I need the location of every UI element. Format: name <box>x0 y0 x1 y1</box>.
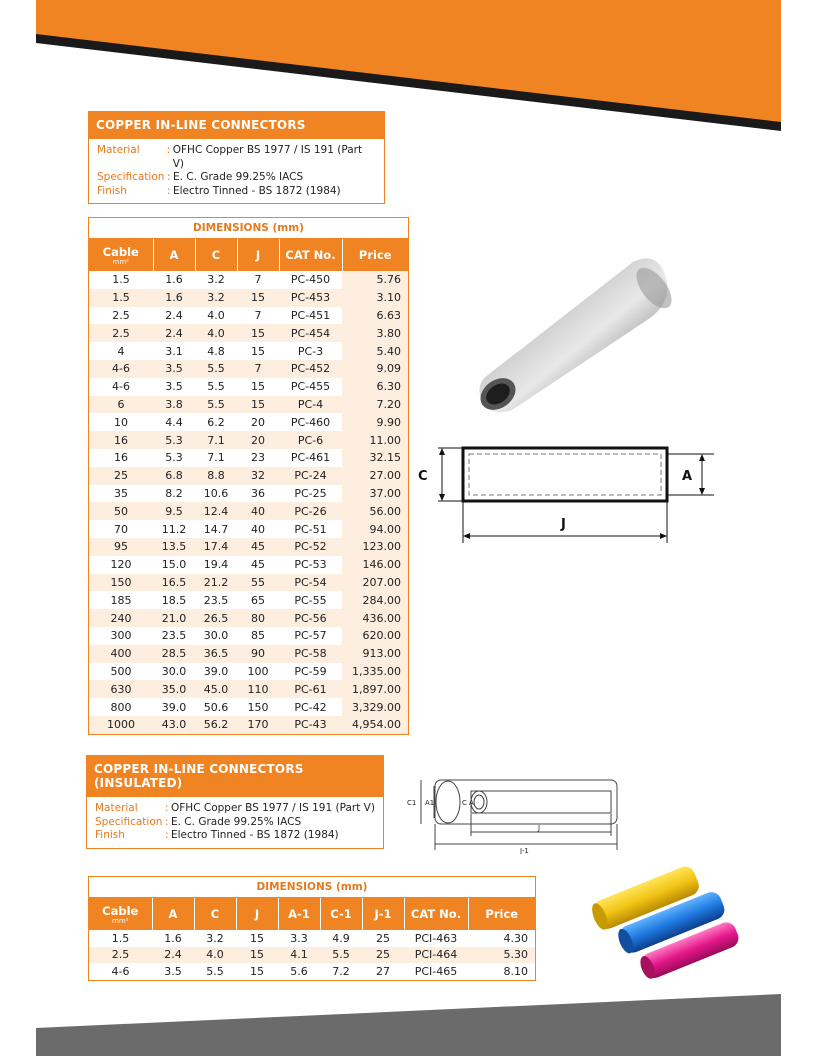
table-cell: 15 <box>251 344 265 358</box>
table-caption: DIMENSIONS (mm) <box>89 218 408 239</box>
table-cell: 45 <box>237 538 279 556</box>
table-cell: 9.09 <box>342 360 408 378</box>
table-cell: 3.2 <box>206 931 224 945</box>
table-cell: 4.9 <box>332 931 350 945</box>
spec-label: Finish <box>95 829 125 841</box>
table-cell: 6.8 <box>153 467 195 485</box>
col-c: C <box>194 898 236 930</box>
table-cell: 56.00 <box>342 502 408 520</box>
spec-value: OFHC Copper BS 1977 / IS 191 (Part V) <box>171 802 375 814</box>
table-cell: 1.6 <box>164 931 182 945</box>
section2-title <box>86 755 384 797</box>
table-cell: 500 <box>110 664 132 678</box>
table-cell: 18.5 <box>161 593 187 607</box>
label-a1: A1 <box>425 799 435 807</box>
spec-label: Specification <box>95 815 163 828</box>
table-row <box>89 485 408 503</box>
table-cell: PC-42 <box>294 700 327 714</box>
table-cell: PC-51 <box>294 522 327 536</box>
copper-tube-photo <box>470 250 675 420</box>
table-cell: 8.8 <box>195 467 237 485</box>
table-cell: 3.80 <box>342 324 408 342</box>
table-cell: 1,335.00 <box>342 663 408 681</box>
table-cell: 20 <box>251 415 265 429</box>
table-cell: 5.3 <box>153 431 195 449</box>
table-cell: PC-57 <box>294 629 327 643</box>
label-c: C <box>418 469 428 484</box>
table-cell: 5.5 <box>207 380 225 394</box>
table-row <box>89 574 408 592</box>
table-cell: 6 <box>89 396 153 414</box>
table-cell: 39.0 <box>161 700 187 714</box>
col-cat-no: CAT No. <box>404 898 468 930</box>
table-cell: 25 <box>376 931 390 945</box>
table-cell: 3.2 <box>195 289 237 307</box>
table-cell: 80 <box>237 609 279 627</box>
table-cell: 2.5 <box>89 947 152 964</box>
table-cell: 32 <box>237 467 279 485</box>
section1-dimensions-table <box>88 217 409 735</box>
table-cell: 16 <box>89 431 153 449</box>
table-cell: 100 <box>247 664 269 678</box>
table-cell: 4.0 <box>207 308 225 322</box>
section2-spec-list <box>86 797 384 849</box>
table-cell: 1.6 <box>165 273 183 287</box>
table-cell: 45 <box>251 558 265 572</box>
table-cell: 146.00 <box>342 556 408 574</box>
table-cell: PC-6 <box>279 431 342 449</box>
table-cell: 1.5 <box>111 931 130 945</box>
table-cell: 5.5 <box>206 964 224 978</box>
label-j: J <box>561 517 566 532</box>
table-cell: 3.8 <box>153 396 195 414</box>
table-cell: 110 <box>237 680 279 698</box>
table-row <box>89 538 408 556</box>
table-row <box>89 502 408 520</box>
table-cell: 150 <box>89 574 153 592</box>
table-cell: 94.00 <box>342 520 408 538</box>
table-cell: 70 <box>114 522 128 536</box>
table-cell: 11.2 <box>161 522 187 536</box>
table-cell: PC-56 <box>279 609 342 627</box>
table-cell: 56.2 <box>195 716 237 734</box>
table-cell: 20 <box>237 431 279 449</box>
label-j: J <box>538 824 541 832</box>
spec-row-finish: Finish : Electro Tinned - BS 1872 (1984) <box>95 829 339 841</box>
col-price: Price <box>468 898 535 930</box>
section2-title-line2: (INSULATED) <box>94 776 183 790</box>
table-cell: PC-451 <box>290 308 331 322</box>
table-cell: PC-52 <box>279 538 342 556</box>
table-cell: PCI-465 <box>414 964 458 978</box>
table-cell: 3.10 <box>342 289 408 307</box>
col-c: C <box>195 239 237 271</box>
table-cell: 4-6 <box>112 380 130 394</box>
table-cell: 21.2 <box>195 574 237 592</box>
table-cell: 90 <box>237 645 279 663</box>
table-cell: 630 <box>89 680 153 698</box>
spec-label: Specification <box>97 171 165 183</box>
table-cell: 3.5 <box>153 360 195 378</box>
table-cell: 7.2 <box>332 964 350 978</box>
section1-title: COPPER IN-LINE CONNECTORS <box>88 111 385 139</box>
cable-unit: mm² <box>112 916 129 925</box>
table-cell: 19.4 <box>203 558 229 572</box>
table-row <box>89 645 408 663</box>
table-cell: PC-61 <box>279 680 342 698</box>
table-cell: 30.0 <box>203 629 229 643</box>
table-cell: 4 <box>117 344 125 358</box>
table-cell: 300 <box>110 629 132 643</box>
table-cell: PC-454 <box>279 324 342 342</box>
table-cell: 1.6 <box>153 289 195 307</box>
table-cell: 5.5 <box>320 947 362 964</box>
table-cell: PC-455 <box>290 380 331 394</box>
table-cell: 170 <box>237 716 279 734</box>
top-orange-band <box>36 0 781 124</box>
table-cell: PC-24 <box>279 467 342 485</box>
table-cell: 7.1 <box>207 451 225 465</box>
spec-value: E. C. Grade 99.25% IACS <box>173 171 304 183</box>
table-cell: 2.4 <box>165 308 183 322</box>
table-cell: 2.5 <box>112 308 130 322</box>
section2-dimensions-table <box>88 876 536 981</box>
table-row <box>89 930 535 947</box>
table-cell: 1,897.00 <box>342 680 408 698</box>
col-cat-no: CAT No. <box>279 239 342 271</box>
table-cell: 16 <box>114 451 128 465</box>
table-cell: PC-4 <box>279 396 342 414</box>
table-cell: 17.4 <box>195 538 237 556</box>
spec-row-specification: Specification : E. C. Grade 99.25% IACS <box>97 171 304 183</box>
spec-value: OFHC Copper BS 1977 / IS 191 (Part V) <box>172 144 363 170</box>
table-cell: 30.0 <box>161 664 187 678</box>
table-cell: PC-59 <box>294 664 327 678</box>
spec-label: Material <box>97 144 140 156</box>
table-cell: 2.5 <box>89 324 153 342</box>
table-cell: 35.0 <box>153 680 195 698</box>
table-cell: 4.8 <box>207 344 225 358</box>
table-cell: PC-55 <box>294 593 327 607</box>
table-row <box>89 413 408 431</box>
table-body <box>89 271 408 734</box>
table-cell: 5.6 <box>290 964 308 978</box>
col-price: Price <box>342 239 408 271</box>
col-a: A <box>153 239 195 271</box>
label-c1: C1 <box>407 799 417 807</box>
table-cell: 10 <box>114 415 128 429</box>
spec-row-material: Material : OFHC Copper BS 1977 / IS 191 (Part V) <box>97 144 376 171</box>
table-cell: PC-3 <box>297 344 324 358</box>
col-cable: Cable mm² <box>89 239 153 271</box>
table-row <box>89 449 408 467</box>
table-cell: 3.3 <box>290 931 308 945</box>
table-cell: PC-452 <box>279 360 342 378</box>
dimensions-grid <box>89 239 408 734</box>
table-row <box>89 947 535 964</box>
section2-title-line1: COPPER IN-LINE CONNECTORS <box>94 762 304 776</box>
col-a1: A-1 <box>278 898 320 930</box>
table-row <box>89 680 408 698</box>
connector-dimension-diagram <box>418 440 718 550</box>
table-cell: 12.4 <box>195 502 237 520</box>
table-row <box>89 324 408 342</box>
spec-value: Electro Tinned - BS 1872 (1984) <box>173 184 341 197</box>
table-row <box>89 556 408 574</box>
table-cell: PC-53 <box>294 558 327 572</box>
table-cell: 3.5 <box>165 380 183 394</box>
table-cell: 4.0 <box>194 947 236 964</box>
spec-row-finish: Finish : Electro Tinned - BS 1872 (1984) <box>97 184 341 197</box>
section1-spec-list <box>88 139 385 204</box>
table-cell: 1.5 <box>112 273 130 287</box>
section1-header-panel <box>88 111 385 204</box>
table-cell: 65 <box>251 593 265 607</box>
label-c: C <box>462 799 467 807</box>
section2-header-panel <box>86 755 384 849</box>
table-cell: 13.5 <box>153 538 195 556</box>
table-cell: 15 <box>237 324 279 342</box>
label-a: A <box>469 799 474 807</box>
table-cell: 1.5 <box>89 289 153 307</box>
table-cell: 7 <box>254 273 262 287</box>
table-cell: 2.4 <box>152 947 194 964</box>
table-row <box>89 360 408 378</box>
table-cell: 913.00 <box>342 645 408 663</box>
table-cell: PC-58 <box>279 645 342 663</box>
table-cell: 400 <box>89 645 153 663</box>
table-cell: 6.63 <box>342 307 408 325</box>
cable-unit: mm² <box>112 257 129 266</box>
table-cell: PCI-464 <box>404 947 468 964</box>
table-cell: 37.00 <box>342 485 408 503</box>
table-cell: 4.4 <box>165 415 183 429</box>
table-row <box>89 342 408 360</box>
table-cell: 9.5 <box>153 502 195 520</box>
table-body <box>89 930 535 980</box>
bottom-grey-band <box>36 994 781 1056</box>
insulated-connectors-photo <box>588 842 748 982</box>
table-cell: 3.1 <box>165 344 183 358</box>
table-row <box>89 716 408 734</box>
table-cell: 36.5 <box>195 645 237 663</box>
table-cell: 207.00 <box>342 574 408 592</box>
table-cell: 4,954.00 <box>342 716 408 734</box>
table-row <box>89 307 408 325</box>
table-cell: 26.5 <box>195 609 237 627</box>
table-row <box>89 520 408 538</box>
table-cell: 7 <box>254 308 262 322</box>
table-cell: 4.0 <box>195 324 237 342</box>
table-cell: 5.40 <box>342 342 408 360</box>
label-a: A <box>682 469 693 484</box>
table-cell: 15 <box>236 947 278 964</box>
table-cell: 3.5 <box>164 964 182 978</box>
table-cell: 436.00 <box>342 609 408 627</box>
table-cell: PC-460 <box>290 415 331 429</box>
table-cell: 16.5 <box>153 574 195 592</box>
table-cell: 50 <box>89 502 153 520</box>
table-cell: 7.1 <box>195 431 237 449</box>
table-row <box>89 431 408 449</box>
table-cell: 6.30 <box>342 378 408 396</box>
col-c1: C-1 <box>320 898 362 930</box>
table-cell: 50.6 <box>203 700 229 714</box>
table-cell: 284.00 <box>342 591 408 609</box>
table-cell: 185 <box>110 593 132 607</box>
table-cell: 11.00 <box>342 431 408 449</box>
table-cell: 5.5 <box>195 396 237 414</box>
table-cell: 15 <box>237 396 279 414</box>
table-cell: 39.0 <box>203 664 229 678</box>
table-cell: 45.0 <box>195 680 237 698</box>
table-cell: PC-450 <box>290 273 331 287</box>
table-cell: 23 <box>251 451 265 465</box>
table-cell: 150 <box>247 700 269 714</box>
table-cell: 4-6 <box>111 964 130 978</box>
table-cell: 3,329.00 <box>342 698 408 716</box>
table-cell: 95 <box>89 538 153 556</box>
table-cell: 10.6 <box>203 486 229 500</box>
col-j: J <box>237 239 279 271</box>
table-cell: 55 <box>237 574 279 592</box>
table-cell: 5.5 <box>195 360 237 378</box>
spec-value: Electro Tinned - BS 1872 (1984) <box>171 829 339 841</box>
table-row <box>89 289 408 307</box>
table-cell: 15 <box>237 289 279 307</box>
table-cell: 40 <box>251 522 265 536</box>
table-header-row <box>89 239 408 271</box>
table-row <box>89 378 408 396</box>
table-cell: 32.15 <box>342 449 408 467</box>
table-cell: 4-6 <box>89 360 153 378</box>
table-cell: 7.20 <box>342 396 408 414</box>
table-cell: 1000 <box>89 716 153 734</box>
table-cell: 85 <box>251 629 265 643</box>
table-cell: 25 <box>89 467 153 485</box>
table-cell: PC-43 <box>279 716 342 734</box>
table-cell: 40 <box>237 502 279 520</box>
dimensions-grid <box>89 898 535 980</box>
table-cell: PC-453 <box>279 289 342 307</box>
table-cell: 28.5 <box>153 645 195 663</box>
table-cell: 15 <box>250 964 264 978</box>
table-cell: 4.1 <box>278 947 320 964</box>
table-cell: PC-54 <box>279 574 342 592</box>
table-row <box>89 963 535 980</box>
table-cell: 36 <box>251 486 265 500</box>
table-cell: PCI-463 <box>414 931 458 945</box>
table-cell: 7 <box>237 360 279 378</box>
table-cell: 5.76 <box>342 271 408 289</box>
table-cell: 6.2 <box>207 415 225 429</box>
table-cell: 8.10 <box>503 964 528 978</box>
table-cell: 5.30 <box>468 947 535 964</box>
table-cell: 4.30 <box>503 931 528 945</box>
table-cell: 2.4 <box>153 324 195 342</box>
table-cell: 620.00 <box>342 627 408 645</box>
spec-row-specification: Specification : E. C. Grade 99.25% IACS <box>95 815 302 828</box>
table-cell: 120 <box>110 558 132 572</box>
table-cell: 25 <box>362 947 404 964</box>
col-j1: J-1 <box>362 898 404 930</box>
table-cell: 8.2 <box>165 486 183 500</box>
table-cell: 27.00 <box>342 467 408 485</box>
col-a: A <box>152 898 194 930</box>
table-row <box>89 591 408 609</box>
spec-row-material: Material : OFHC Copper BS 1977 / IS 191 (Part V) <box>95 802 375 814</box>
table-cell: 5.3 <box>165 451 183 465</box>
table-cell: 21.0 <box>153 609 195 627</box>
spec-label: Finish <box>97 184 127 197</box>
table-cell: 240 <box>89 609 153 627</box>
table-cell: 123.00 <box>342 538 408 556</box>
col-cable: Cable mm² <box>89 898 152 930</box>
table-cell: 35 <box>114 486 128 500</box>
table-cell: 43.0 <box>153 716 195 734</box>
table-cell: 27 <box>376 964 390 978</box>
table-caption: DIMENSIONS (mm) <box>89 877 535 898</box>
spec-value: E. C. Grade 99.25% IACS <box>171 815 302 828</box>
table-cell: 15 <box>250 931 264 945</box>
table-row <box>89 271 408 289</box>
table-cell: 23.5 <box>203 593 229 607</box>
table-cell: 15 <box>251 380 265 394</box>
table-cell: PC-26 <box>279 502 342 520</box>
table-row <box>89 663 408 681</box>
table-row <box>89 698 408 716</box>
table-cell: 3.2 <box>207 273 225 287</box>
table-row <box>89 627 408 645</box>
table-cell: PC-25 <box>294 486 327 500</box>
table-cell: 14.7 <box>203 522 229 536</box>
table-cell: 15.0 <box>161 558 187 572</box>
label-j1: J-1 <box>520 847 529 854</box>
table-header-row <box>89 898 535 930</box>
table-cell: 9.90 <box>342 413 408 431</box>
spec-label: Material <box>95 802 138 814</box>
table-cell: 800 <box>110 700 132 714</box>
table-cell: PC-461 <box>290 451 331 465</box>
table-cell: 23.5 <box>161 629 187 643</box>
table-row <box>89 396 408 414</box>
table-row <box>89 609 408 627</box>
col-j: J <box>236 898 278 930</box>
table-row <box>89 467 408 485</box>
